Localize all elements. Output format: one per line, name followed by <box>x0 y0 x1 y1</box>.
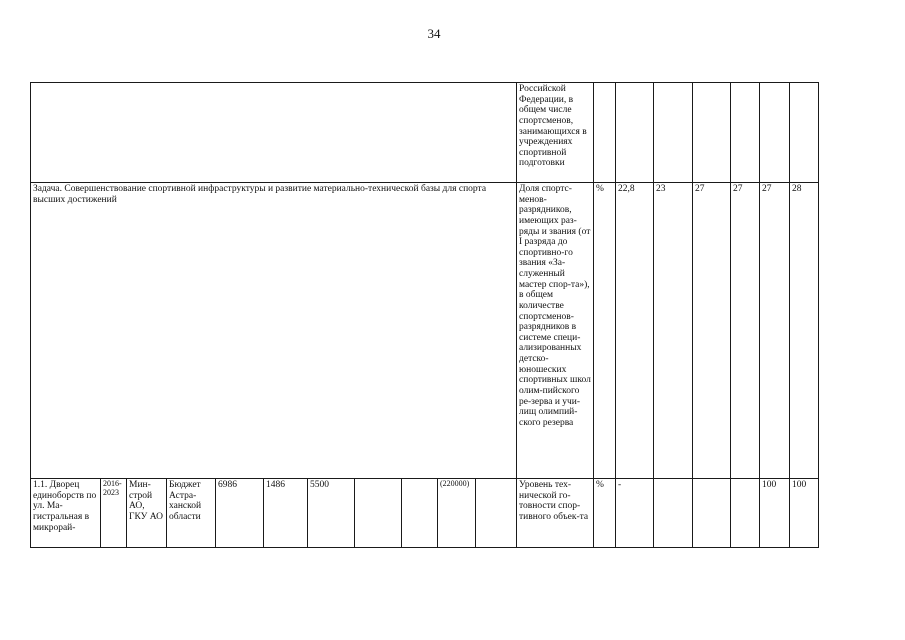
value-cell: 27 <box>693 183 731 479</box>
unit-cell: % <box>594 183 616 479</box>
empty-cell <box>31 83 517 183</box>
value-cell <box>760 83 790 183</box>
item-executor: Мин-строй АО, ГКУ АО <box>127 479 167 548</box>
item-note: (220000) <box>438 479 476 548</box>
page-number: 34 <box>427 26 441 41</box>
value-cell <box>654 83 693 183</box>
item-year-2: 5500 <box>308 479 355 548</box>
item-name: 1.1. Дворец единоборств по ул. Ма-гистральная в микрорай- <box>31 479 101 548</box>
task-text: Задача. Совершенствование спортивной инфраструктуры и развитие материально-технической базы для спорта высших достижений <box>31 183 517 479</box>
indicator-cell: Российской Федерации, в общем числе спортсменов, занимающихся в учреждениях спортивной подготовки <box>517 83 594 183</box>
value-cell: 27 <box>760 183 790 479</box>
value-cell: 100 <box>760 479 790 548</box>
value-cell <box>616 83 654 183</box>
item-year-1: 1486 <box>264 479 308 548</box>
unit-cell <box>594 83 616 183</box>
value-cell: 28 <box>790 183 819 479</box>
indicator-cell: Доля спортс-менов-разрядников, имеющих раз-ряды и звания (от I разряда до спортивно-го звания «За-служенный мастер спор-та»), в общем количестве спортсменов-разрядников в системе специ-ализированных детско-юношеских спортивных школ олим-пийского ре-зерва и учи-лищ олимпий-ского резерва <box>517 183 594 479</box>
indicator-cell: Уровень тех-нической го-товности спор-тивного объек-та <box>517 479 594 548</box>
value-cell: 100 <box>790 479 819 548</box>
item-year-3 <box>355 479 402 548</box>
value-cell: 23 <box>654 183 693 479</box>
value-cell: 27 <box>731 183 760 479</box>
item-year-5 <box>476 479 517 548</box>
value-cell <box>731 479 760 548</box>
item-period: 2016-2023 <box>101 479 127 548</box>
item-row <box>31 479 819 548</box>
unit-cell: % <box>594 479 616 548</box>
value-cell <box>731 83 760 183</box>
continuation-row <box>31 83 819 183</box>
value-cell: 22,8 <box>616 183 654 479</box>
item-total: 6986 <box>216 479 264 548</box>
value-cell <box>693 479 731 548</box>
value-cell <box>654 479 693 548</box>
value-cell <box>693 83 731 183</box>
task-row <box>31 183 819 479</box>
item-source: Бюджет Астра-ханской области <box>167 479 216 548</box>
value-cell <box>790 83 819 183</box>
value-cell: - <box>616 479 654 548</box>
item-year-4 <box>402 479 438 548</box>
program-table <box>30 82 819 548</box>
